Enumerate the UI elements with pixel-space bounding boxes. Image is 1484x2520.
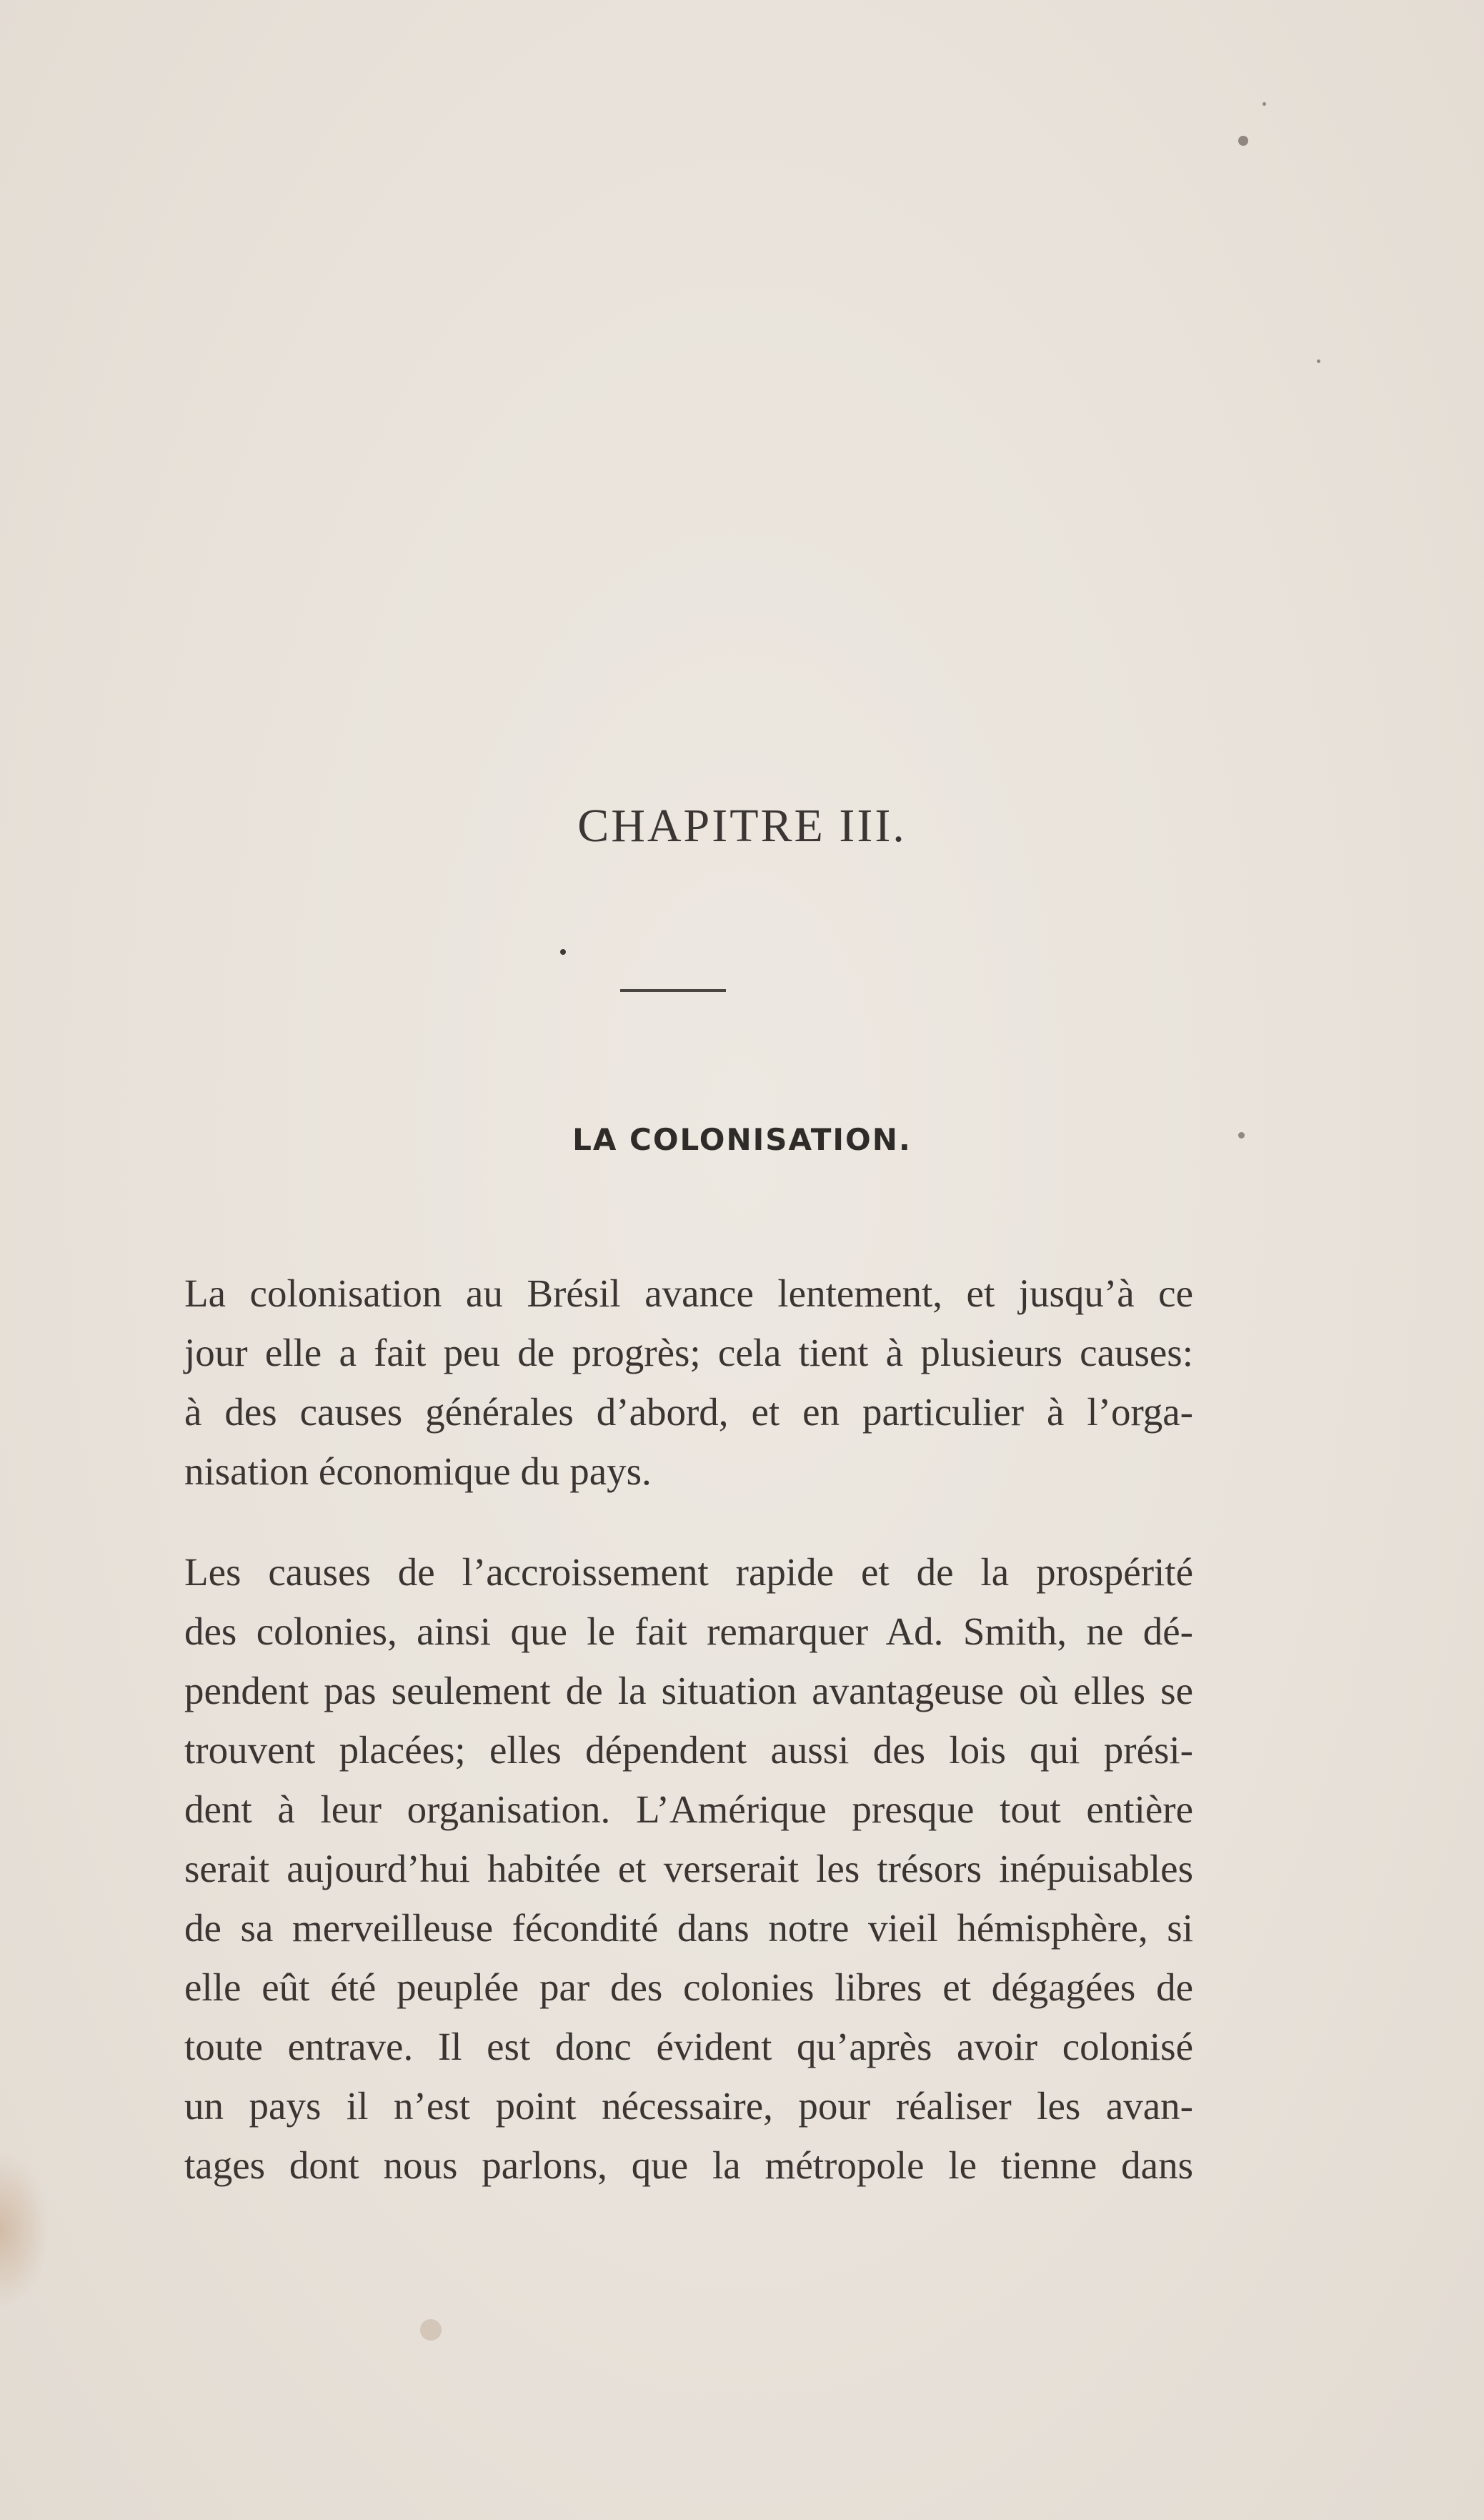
text-line: nisation économique du pays. [184, 1449, 652, 1493]
text-line: un pays il n’est point nécessaire, pour réaliser les avan- [184, 2084, 1193, 2128]
ink-speck [1317, 359, 1320, 363]
text-line: à des causes générales d’abord, et en particulier à l’orga- [184, 1390, 1193, 1434]
text-line: pendent pas seulement de la situation avantageuse où elles se [184, 1669, 1193, 1712]
chapter-divider-rule [620, 989, 726, 992]
chapter-title: CHAPITRE III. [577, 800, 907, 852]
ink-speck [1263, 102, 1266, 106]
text-line: serait aujourd’hui habitée et verserait les trésors inépuisables [184, 1847, 1193, 1890]
text-line: des colonies, ainsi que le fait remarquer Ad. Smith, ne dé- [184, 1609, 1193, 1653]
text-line: tages dont nous parlons, que la métropole le tienne dans [184, 2143, 1193, 2187]
body-text [184, 1264, 1193, 2195]
page-edge-stain [0, 2151, 50, 2308]
paragraph-1 [184, 1264, 1193, 1501]
ink-speck [1238, 136, 1248, 146]
text-line: elle eût été peuplée par des colonies libres et dégagées de [184, 1965, 1193, 2009]
ink-speck [420, 2319, 442, 2341]
paragraph-2 [184, 1542, 1193, 2195]
text-line: toute entrave. Il est donc évident qu’après avoir colonisé [184, 2025, 1193, 2068]
text-line: Les causes de l’accroissement rapide et de la prospérité [184, 1550, 1193, 1594]
text-line: La colonisation au Brésil avance lentement, et jusqu’à ce [184, 1271, 1193, 1315]
text-line: dent à leur organisation. L’Amérique presque tout entière [184, 1787, 1193, 1831]
text-line: de sa merveilleuse fécondité dans notre vieil hémisphère, si [184, 1906, 1193, 1950]
ink-speck [560, 949, 566, 955]
text-line: jour elle a fait peu de progrès; cela tient à plusieurs causes: [184, 1331, 1193, 1374]
section-title: LA COLONISATION. [572, 1122, 912, 1157]
text-line: trouvent placées; elles dépendent aussi des lois qui prési- [184, 1728, 1193, 1772]
